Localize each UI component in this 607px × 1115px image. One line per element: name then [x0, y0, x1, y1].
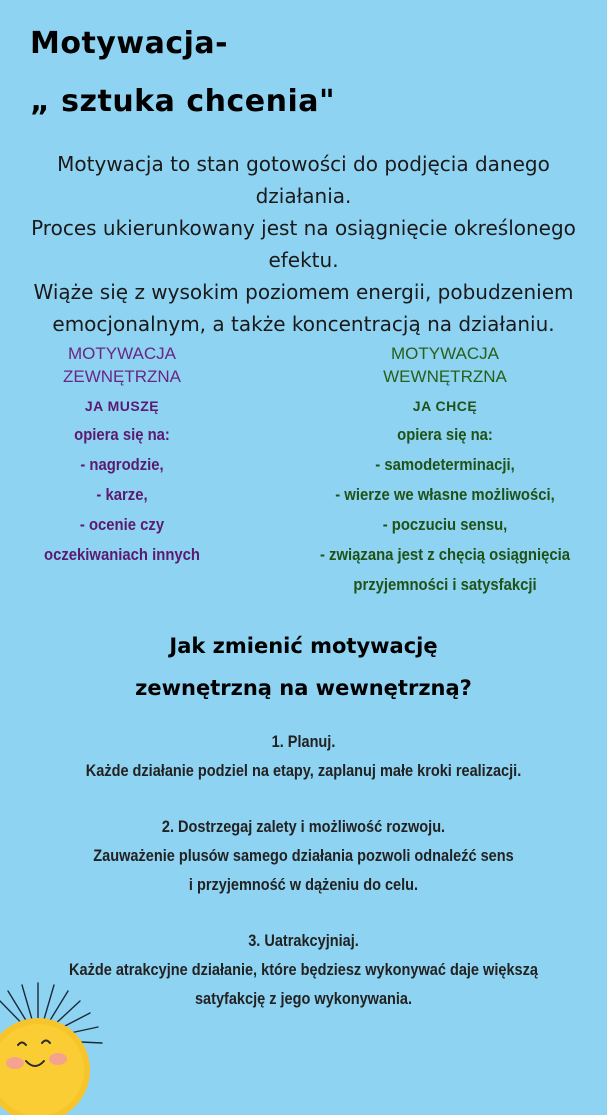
step-line: 3. Uatrakcyjniaj.: [248, 932, 359, 950]
step-planuj: [0, 728, 607, 786]
intro-text: [10, 148, 597, 340]
internal-list-item: opiera się na:: [397, 426, 493, 444]
external-list-item: - nagrodzie,: [80, 456, 164, 474]
external-list-item: - ocenie czy: [79, 516, 165, 534]
internal-heading-line: WEWNĘTRZNA: [383, 367, 507, 386]
step-line: Każde działanie podziel na etapy, zaplanuj małe kroki realizacji.: [85, 762, 522, 780]
internal-list-item: przyjemności i satysfakcji: [353, 576, 537, 594]
external-list-item: - karze,: [96, 486, 148, 504]
external-list-item: oczekiwaniach innych: [44, 546, 200, 564]
title-line-1: Motywacja-: [30, 26, 229, 61]
intro-line: efektu.: [268, 248, 339, 272]
intro-line: Wiąże się z wysokim poziomem energii, pobudzeniem: [33, 280, 574, 304]
internal-motivation-column: [290, 342, 600, 600]
internal-slogan: JA CHCĘ: [412, 398, 478, 414]
external-heading: [22, 342, 222, 388]
internal-list-item: - samodeterminacji,: [375, 456, 515, 474]
internal-list: [290, 420, 600, 600]
smiling-sun-icon: [0, 975, 130, 1115]
internal-list-item: - związana jest z chęcią osiągnięcia: [319, 546, 571, 564]
step-line: satyfakcję z jego wykonywania.: [194, 990, 413, 1008]
external-heading-line: MOTYWACJA: [68, 344, 176, 363]
external-motivation-column: [22, 342, 222, 570]
external-slogan: JA MUSZĘ: [84, 398, 160, 414]
step-line: Każde atrakcyjne działanie, które będziesz wykonywać daje większą: [69, 961, 538, 979]
question-heading-line-1: Jak zmienić motywację: [169, 634, 438, 658]
title-line-2: „ sztuka chcenia": [30, 84, 336, 119]
external-heading-line: ZEWNĘTRZNA: [62, 367, 182, 386]
internal-list-item: - wierze we własne możliwości,: [335, 486, 555, 504]
internal-heading: [290, 342, 600, 388]
step-dostrzegaj: [0, 813, 607, 900]
internal-heading-line: MOTYWACJA: [391, 344, 499, 363]
external-list-item: opiera się na:: [74, 426, 170, 444]
step-line: Zauważenie plusów samego działania pozwoli odnaleźć sens: [93, 847, 514, 865]
step-line: 1. Planuj.: [271, 733, 336, 751]
step-line: i przyjemność w dążeniu do celu.: [188, 876, 419, 894]
external-list: [22, 420, 222, 570]
internal-list-item: - poczuciu sensu,: [382, 516, 508, 534]
question-heading-line-2: zewnętrzną na wewnętrzną?: [135, 676, 472, 700]
step-line: 2. Dostrzegaj zalety i możliwość rozwoju.: [161, 818, 446, 836]
intro-line: emocjonalnym, a także koncentracją na działaniu.: [52, 312, 555, 336]
intro-line: Motywacja to stan gotowości do podjęcia danego działania.: [57, 152, 550, 208]
intro-line: Proces ukierunkowany jest na osiągnięcie określonego: [31, 216, 576, 240]
